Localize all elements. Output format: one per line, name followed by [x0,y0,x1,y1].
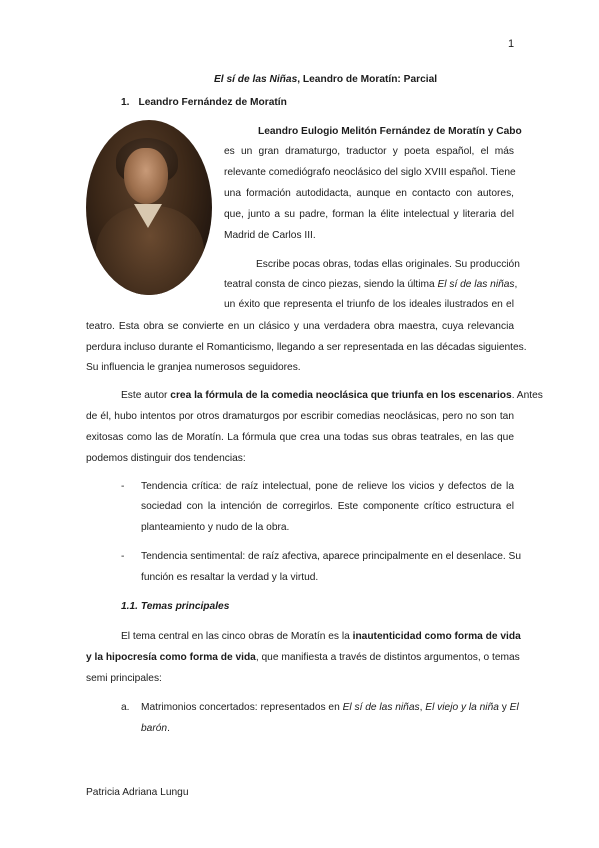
document-title [214,73,437,86]
works-play-title: El sí de las niñas [437,279,515,290]
list-text: . [167,723,170,734]
bio-line: una formación autodidacta, aunque en contacto con autores, [224,188,514,199]
list-play-title: barón [141,723,168,734]
list-text: Matrimonios concertados: representados en [141,702,343,713]
list-marker: a. [121,702,130,713]
works-line: Su influencia le granjea numerosos seguidores. [86,362,301,373]
works-comma: , [514,279,518,290]
title-rest: , Leandro de Moratín: Parcial [297,74,438,85]
formula-line: podemos distinguir dos tendencias: [86,453,246,464]
subsection-title: Temas principales [140,601,230,612]
themes-line [86,651,520,664]
works-line: teatro. Esta obra se convierte en un clásico y una verdadera obra maestra, cuya relevancia [86,321,514,332]
section-heading [121,96,287,109]
bullet-line: función es resaltar la verdad y la virtud. [141,572,319,583]
bio-line: que, junto a su padre, forman la élite intelectual y literaria del [224,209,514,220]
footer-author: Patricia Adriana Lungu [86,787,189,798]
section-title: Leandro Fernández de Moratín [138,97,287,108]
formula-line: exitosas como las de Moratín. La fórmula que crea una todas sus obras teatrales, en las que [86,432,514,443]
works-line: Escribe pocas obras, todas ellas originales. Su producción [256,259,520,270]
bullet-line: Tendencia sentimental: de raíz afectiva, aparece principalmente en el desenlace. Su [141,551,521,562]
works-text: teatral consta de cinco piezas, siendo la última [224,279,438,290]
themes-text: , que manifiesta a través de distintos argumentos, o temas [255,652,520,663]
title-italic: El sí de las Niñas [214,74,298,85]
formula-line: de él, hubo intentos por otros dramaturgos por escribir comedias neoclásicas, pero no son tan [86,411,514,422]
formula-text: . Antes [511,390,543,401]
themes-bold: inautenticidad como forma de vida [352,631,521,642]
works-line: perdura incluso durante el Romanticismo, llegando a ser representada en las décadas siguientes. [86,342,527,353]
themes-text: El tema central en las cinco obras de Moratín es la [121,631,353,642]
works-line [224,278,517,291]
list-text: y [498,702,510,713]
bio-line: relevante comediógrafo neoclásico del siglo XVIII español. Tiene [224,167,516,178]
bullet-marker: - [121,481,125,492]
themes-line [121,630,521,643]
bio-line: Madrid de Carlos III. [224,230,316,241]
section-number: 1. [121,97,130,108]
portrait-image [86,120,212,295]
portrait-face [124,148,168,204]
list-play-title: El sí de las niñas [342,702,420,713]
subsection-number: 1.1. [121,601,138,612]
works-line: un éxito que representa el triunfo de los ideales ilustrados en el [224,299,514,310]
list-play-title: El viejo y la niña [425,702,499,713]
bullet-line: sociedad con la intención de corregirlos. Este componente crítico estructura el [141,501,514,512]
list-line [141,722,170,735]
subsection-heading [121,600,229,613]
bio-name: Leandro Eulogio Melitón Fernández de Moratín y Cabo [258,126,522,137]
themes-bold: y la hipocresía como forma de vida [86,652,256,663]
themes-line: semi principales: [86,673,162,684]
formula-line [121,389,543,402]
bullet-line: planteamiento y nudo de la obra. [141,522,290,533]
formula-text: Este autor [121,390,171,401]
bullet-line: Tendencia crítica: de raíz intelectual, pone de relieve los vicios y defectos de la [141,481,514,492]
list-line [141,701,519,714]
bio-line: es un gran dramaturgo, traductor y poeta español, el más [224,146,514,157]
page-number: 1 [508,38,515,50]
list-text: , [419,702,426,713]
bullet-marker: - [121,551,125,562]
formula-bold: crea la fórmula de la comedia neoclásica que triunfa en los escenarios [170,390,512,401]
list-play-title: El [509,702,519,713]
